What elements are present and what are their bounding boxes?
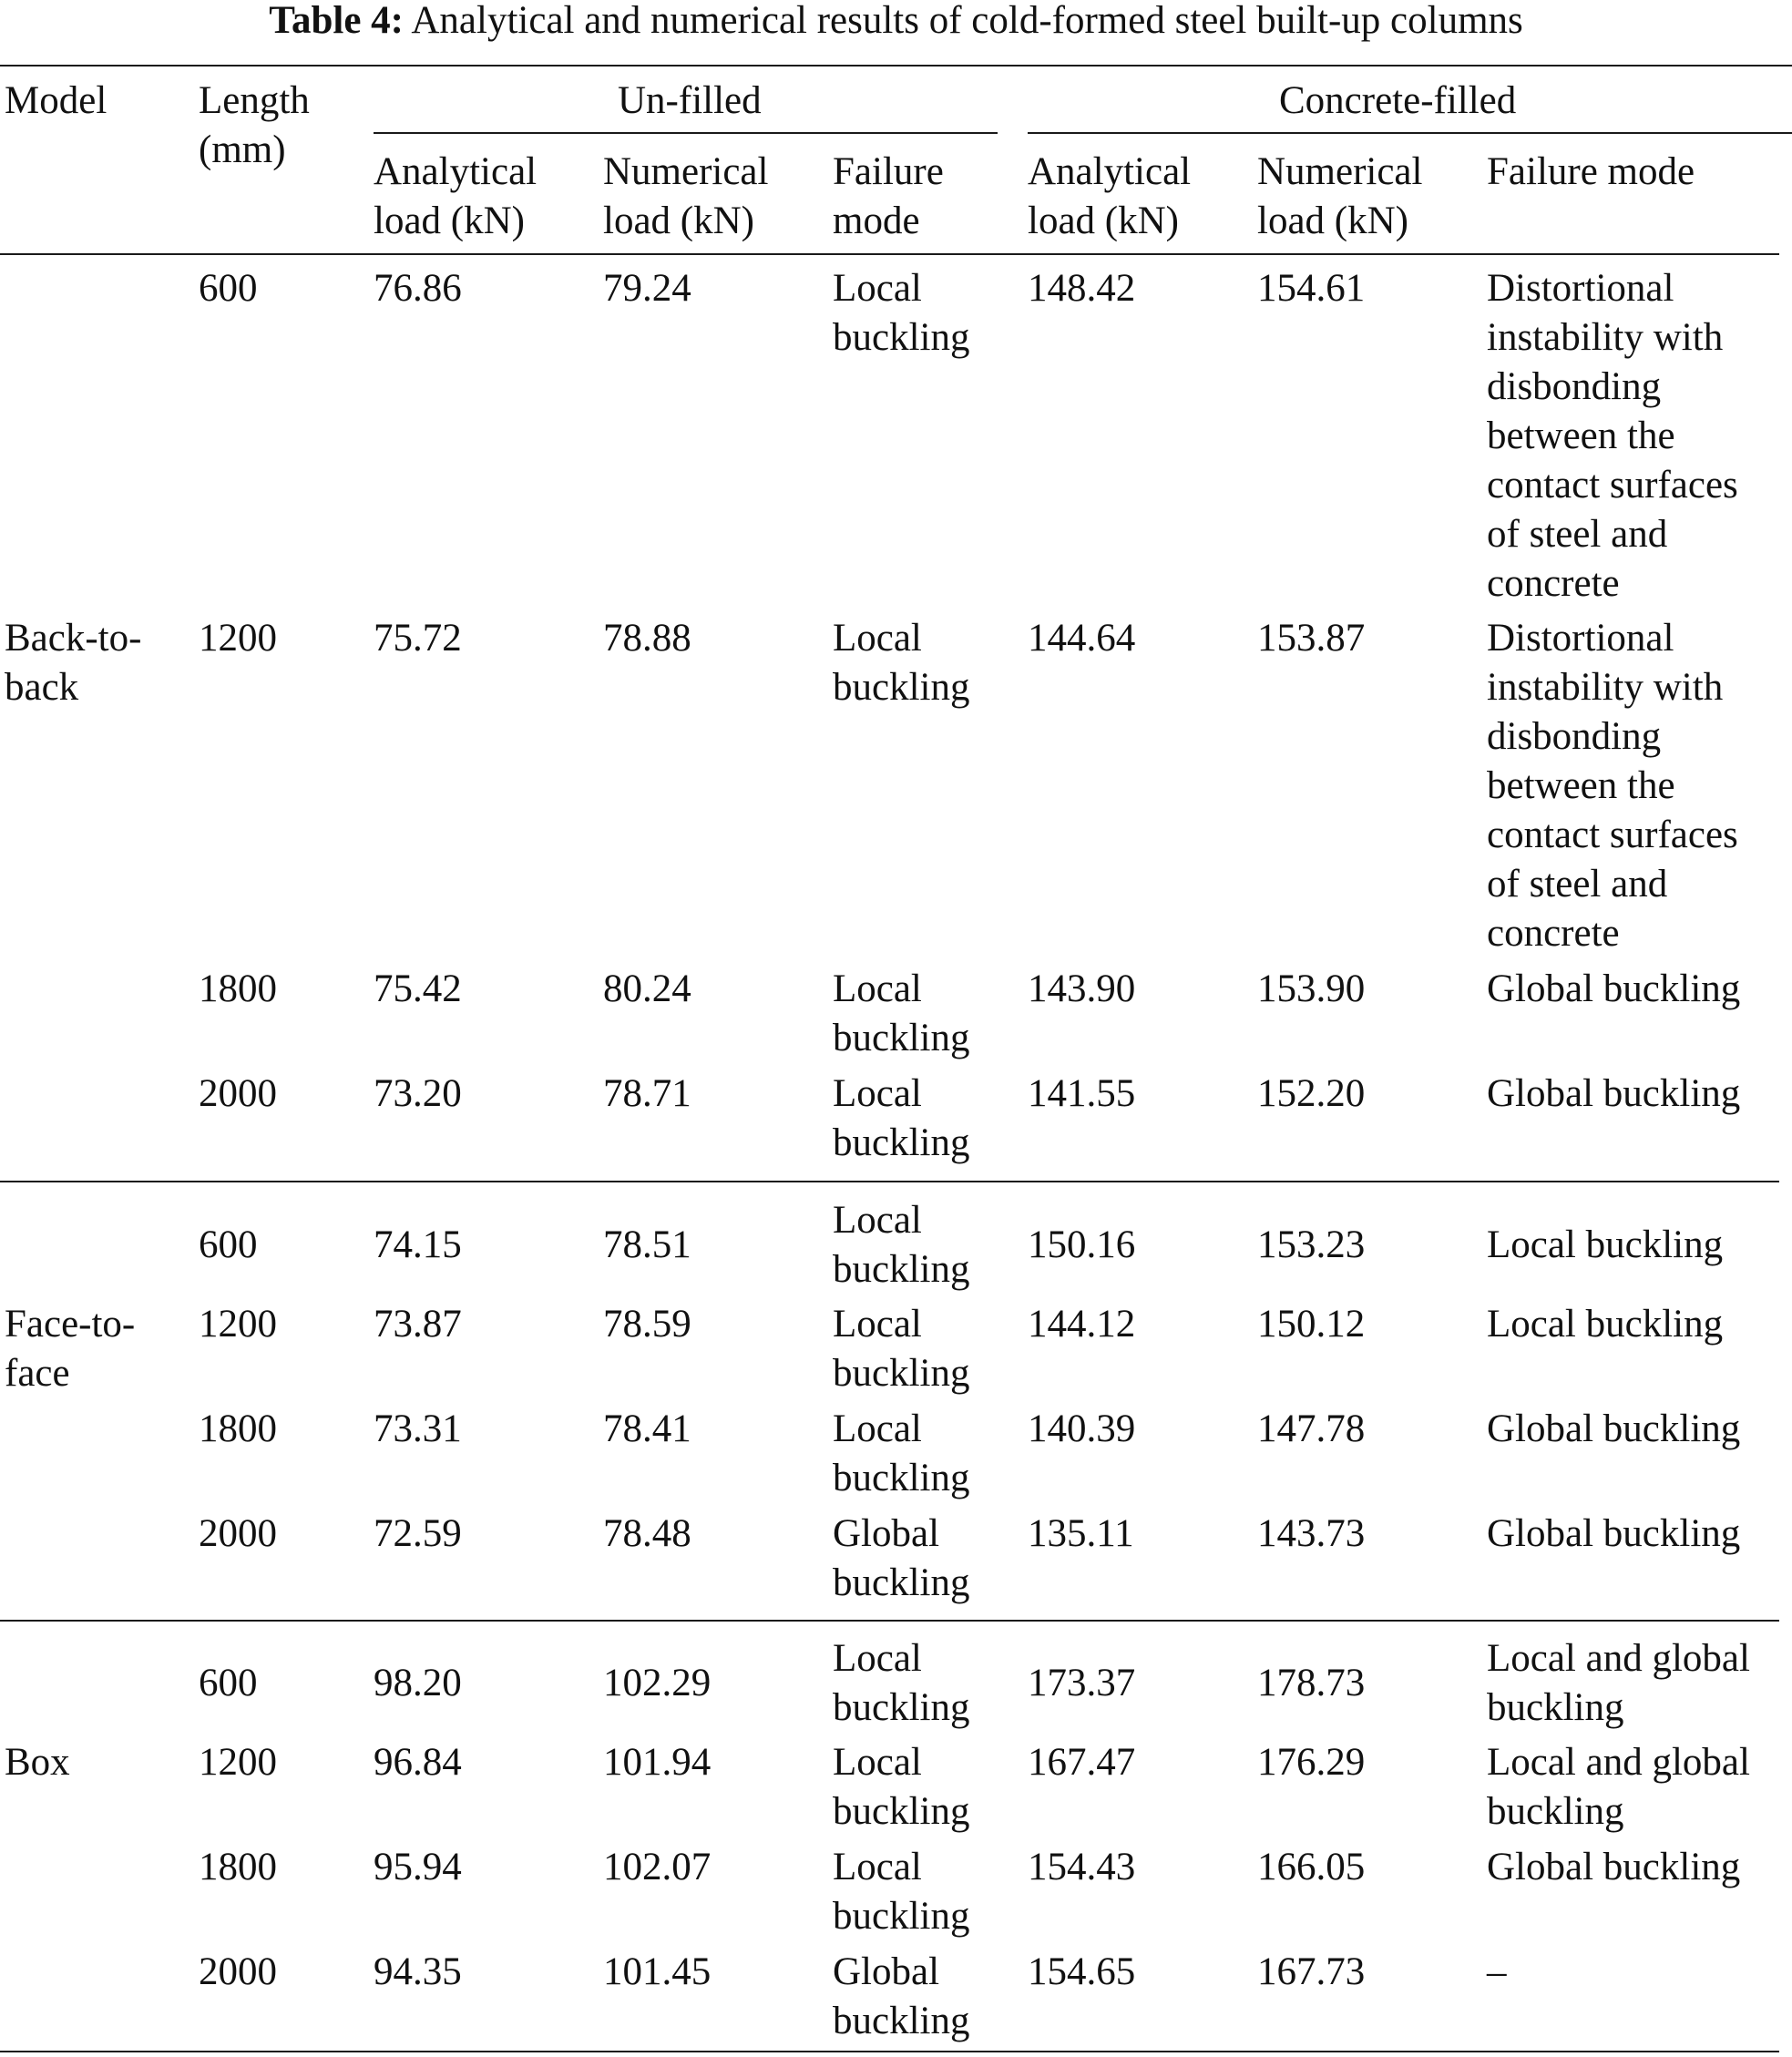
filled-failure-cell-line: Local buckling — [1487, 1303, 1724, 1346]
header-filled-failure-line: Failure mode — [1487, 150, 1695, 193]
unfilled-failure-cell-line: buckling — [833, 1352, 970, 1395]
filled-failure-cell-line: Distortional — [1487, 267, 1674, 310]
filled-group-rule — [1028, 132, 1792, 134]
filled-analytical-cell: 148.42 — [1028, 267, 1136, 310]
filled-failure-cell-line: instability with — [1487, 666, 1724, 709]
filled-failure-cell-line: Distortional — [1487, 617, 1674, 660]
filled-failure-cell-line: Local and global — [1487, 1741, 1750, 1784]
unfilled-failure-cell-line: buckling — [833, 1895, 970, 1938]
filled-failure-cell-line: contact surfaces — [1487, 464, 1738, 507]
caption-title: Analytical and numerical results of cold-formed steel built-up columns — [411, 0, 1523, 42]
length-cell: 1200 — [199, 617, 277, 660]
unfilled-numerical-cell: 78.51 — [603, 1223, 691, 1266]
unfilled-failure-cell-line: buckling — [833, 1457, 970, 1499]
filled-numerical-cell: 153.23 — [1257, 1223, 1366, 1266]
length-cell: 2000 — [199, 1512, 277, 1555]
unfilled-failure-cell-line: Local — [833, 1407, 922, 1450]
filled-numerical-cell: 178.73 — [1257, 1662, 1366, 1704]
unfilled-numerical-cell: 101.94 — [603, 1741, 712, 1784]
top-rule — [0, 65, 1792, 67]
unfilled-failure-cell-line: Global — [833, 1950, 940, 1993]
model-name-line: face — [5, 1352, 70, 1395]
filled-numerical-cell: 153.87 — [1257, 617, 1366, 660]
unfilled-failure-cell-line: Local — [833, 1741, 922, 1784]
unfilled-failure-cell-line: buckling — [833, 1121, 970, 1164]
unfilled-analytical-cell: 94.35 — [374, 1950, 462, 1993]
filled-failure-cell-line: Global buckling — [1487, 1407, 1741, 1450]
header-bottom-rule — [0, 253, 1779, 255]
header-unfilled-numerical-line: Numerical — [603, 150, 769, 193]
model-name-line: Back-to- — [5, 617, 142, 660]
unfilled-numerical-cell: 102.29 — [603, 1662, 712, 1704]
unfilled-numerical-cell: 78.48 — [603, 1512, 691, 1555]
unfilled-failure-cell-line: Local — [833, 1637, 922, 1680]
filled-failure-cell-line: Global buckling — [1487, 1846, 1741, 1888]
model-name-line: Face-to- — [5, 1303, 136, 1346]
header-filled-group: Concrete-filled — [1279, 79, 1517, 122]
unfilled-failure-cell-line: buckling — [833, 1248, 970, 1291]
filled-failure-cell-line: Global buckling — [1487, 1072, 1741, 1115]
unfilled-analytical-cell: 76.86 — [374, 267, 462, 310]
length-cell: 2000 — [199, 1950, 277, 1993]
unfilled-failure-cell-line: buckling — [833, 2000, 970, 2042]
length-cell: 600 — [199, 1223, 258, 1266]
unfilled-numerical-cell: 80.24 — [603, 967, 691, 1010]
group-bottom-rule — [0, 1620, 1779, 1622]
unfilled-failure-cell-line: buckling — [833, 1686, 970, 1729]
filled-numerical-cell: 150.12 — [1257, 1303, 1366, 1346]
filled-numerical-cell: 152.20 — [1257, 1072, 1366, 1115]
model-name-line: back — [5, 666, 79, 709]
caption-label: Table 4: — [269, 0, 404, 42]
length-cell: 1800 — [199, 1407, 277, 1450]
unfilled-failure-cell-line: Local — [833, 1199, 922, 1242]
header-model: Model — [5, 79, 108, 122]
filled-numerical-cell: 167.73 — [1257, 1950, 1366, 1993]
unfilled-failure-cell-line: buckling — [833, 1561, 970, 1604]
filled-failure-cell-line: disbonding — [1487, 715, 1662, 758]
header-unfilled-analytical-line: load (kN) — [374, 200, 525, 242]
unfilled-failure-cell-line: buckling — [833, 1790, 970, 1833]
length-cell: 1200 — [199, 1741, 277, 1784]
unfilled-numerical-cell: 78.59 — [603, 1303, 691, 1346]
header-filled-analytical-line: Analytical — [1028, 150, 1192, 193]
unfilled-analytical-cell: 72.59 — [374, 1512, 462, 1555]
unfilled-failure-cell-line: Local — [833, 967, 922, 1010]
unfilled-analytical-cell: 98.20 — [374, 1662, 462, 1704]
unfilled-analytical-cell: 73.20 — [374, 1072, 462, 1115]
filled-failure-cell-line: concrete — [1487, 912, 1620, 955]
length-cell: 2000 — [199, 1072, 277, 1115]
filled-failure-cell-line: disbonding — [1487, 365, 1662, 408]
group-bottom-rule — [0, 1181, 1779, 1182]
header-filled-analytical-line: load (kN) — [1028, 200, 1179, 242]
filled-analytical-cell: 140.39 — [1028, 1407, 1136, 1450]
header-length-line: Length — [199, 79, 310, 122]
unfilled-analytical-cell: 73.31 — [374, 1407, 462, 1450]
length-cell: 1800 — [199, 967, 277, 1010]
unfilled-failure-cell-line: Global — [833, 1512, 940, 1555]
filled-failure-cell-line: Global buckling — [1487, 1512, 1741, 1555]
length-cell: 600 — [199, 267, 258, 310]
length-cell: 1200 — [199, 1303, 277, 1346]
filled-numerical-cell: 147.78 — [1257, 1407, 1366, 1450]
filled-numerical-cell: 143.73 — [1257, 1512, 1366, 1555]
filled-failure-cell-line: contact surfaces — [1487, 814, 1738, 856]
filled-failure-cell-line: Global buckling — [1487, 967, 1741, 1010]
group-bottom-rule — [0, 2051, 1779, 2052]
unfilled-numerical-cell: 101.45 — [603, 1950, 712, 1993]
unfilled-numerical-cell: 78.88 — [603, 617, 691, 660]
model-name-line: Box — [5, 1741, 70, 1784]
length-cell: 1800 — [199, 1846, 277, 1888]
header-length-line: (mm) — [199, 128, 286, 171]
header-unfilled-numerical-line: load (kN) — [603, 200, 754, 242]
filled-numerical-cell: 153.90 — [1257, 967, 1366, 1010]
unfilled-failure-cell-line: buckling — [833, 1017, 970, 1059]
filled-analytical-cell: 141.55 — [1028, 1072, 1136, 1115]
filled-analytical-cell: 167.47 — [1028, 1741, 1136, 1784]
unfilled-failure-cell-line: Local — [833, 1303, 922, 1346]
filled-failure-cell-line: between the — [1487, 414, 1675, 457]
filled-failure-cell-line: buckling — [1487, 1686, 1624, 1729]
filled-failure-cell-line: Local buckling — [1487, 1223, 1724, 1266]
unfilled-analytical-cell: 74.15 — [374, 1223, 462, 1266]
unfilled-numerical-cell: 78.71 — [603, 1072, 691, 1115]
filled-numerical-cell: 154.61 — [1257, 267, 1366, 310]
filled-numerical-cell: 176.29 — [1257, 1741, 1366, 1784]
filled-failure-cell-line: – — [1487, 1950, 1507, 1993]
header-unfilled-analytical-line: Analytical — [374, 150, 538, 193]
unfilled-group-rule — [374, 132, 998, 134]
filled-analytical-cell: 150.16 — [1028, 1223, 1136, 1266]
unfilled-failure-cell-line: Local — [833, 1846, 922, 1888]
unfilled-failure-cell-line: buckling — [833, 666, 970, 709]
unfilled-numerical-cell: 79.24 — [603, 267, 691, 310]
header-unfilled-failure-line: Failure — [833, 150, 944, 193]
filled-failure-cell-line: of steel and — [1487, 513, 1668, 556]
unfilled-failure-cell-line: Local — [833, 617, 922, 660]
unfilled-analytical-cell: 96.84 — [374, 1741, 462, 1784]
unfilled-numerical-cell: 102.07 — [603, 1846, 712, 1888]
header-filled-numerical-line: load (kN) — [1257, 200, 1408, 242]
filled-analytical-cell: 154.43 — [1028, 1846, 1136, 1888]
unfilled-analytical-cell: 73.87 — [374, 1303, 462, 1346]
unfilled-failure-cell-line: buckling — [833, 316, 970, 359]
unfilled-failure-cell-line: Local — [833, 1072, 922, 1115]
filled-failure-cell-line: instability with — [1487, 316, 1724, 359]
header-filled-numerical-line: Numerical — [1257, 150, 1423, 193]
filled-failure-cell-line: between the — [1487, 764, 1675, 807]
filled-analytical-cell: 135.11 — [1028, 1512, 1134, 1555]
filled-failure-cell-line: of steel and — [1487, 863, 1668, 906]
length-cell: 600 — [199, 1662, 258, 1704]
table-caption — [0, 0, 1792, 42]
filled-numerical-cell: 166.05 — [1257, 1846, 1366, 1888]
unfilled-analytical-cell: 95.94 — [374, 1846, 462, 1888]
unfilled-numerical-cell: 78.41 — [603, 1407, 691, 1450]
filled-analytical-cell: 144.12 — [1028, 1303, 1136, 1346]
filled-analytical-cell: 173.37 — [1028, 1662, 1136, 1704]
header-unfilled-failure-line: mode — [833, 200, 920, 242]
filled-analytical-cell: 143.90 — [1028, 967, 1136, 1010]
filled-failure-cell-line: buckling — [1487, 1790, 1624, 1833]
unfilled-failure-cell-line: Local — [833, 267, 922, 310]
filled-failure-cell-line: Local and global — [1487, 1637, 1750, 1680]
unfilled-analytical-cell: 75.72 — [374, 617, 462, 660]
header-unfilled-group: Un-filled — [618, 79, 762, 122]
unfilled-analytical-cell: 75.42 — [374, 967, 462, 1010]
filled-failure-cell-line: concrete — [1487, 562, 1620, 605]
filled-analytical-cell: 154.65 — [1028, 1950, 1136, 1993]
filled-analytical-cell: 144.64 — [1028, 617, 1136, 660]
